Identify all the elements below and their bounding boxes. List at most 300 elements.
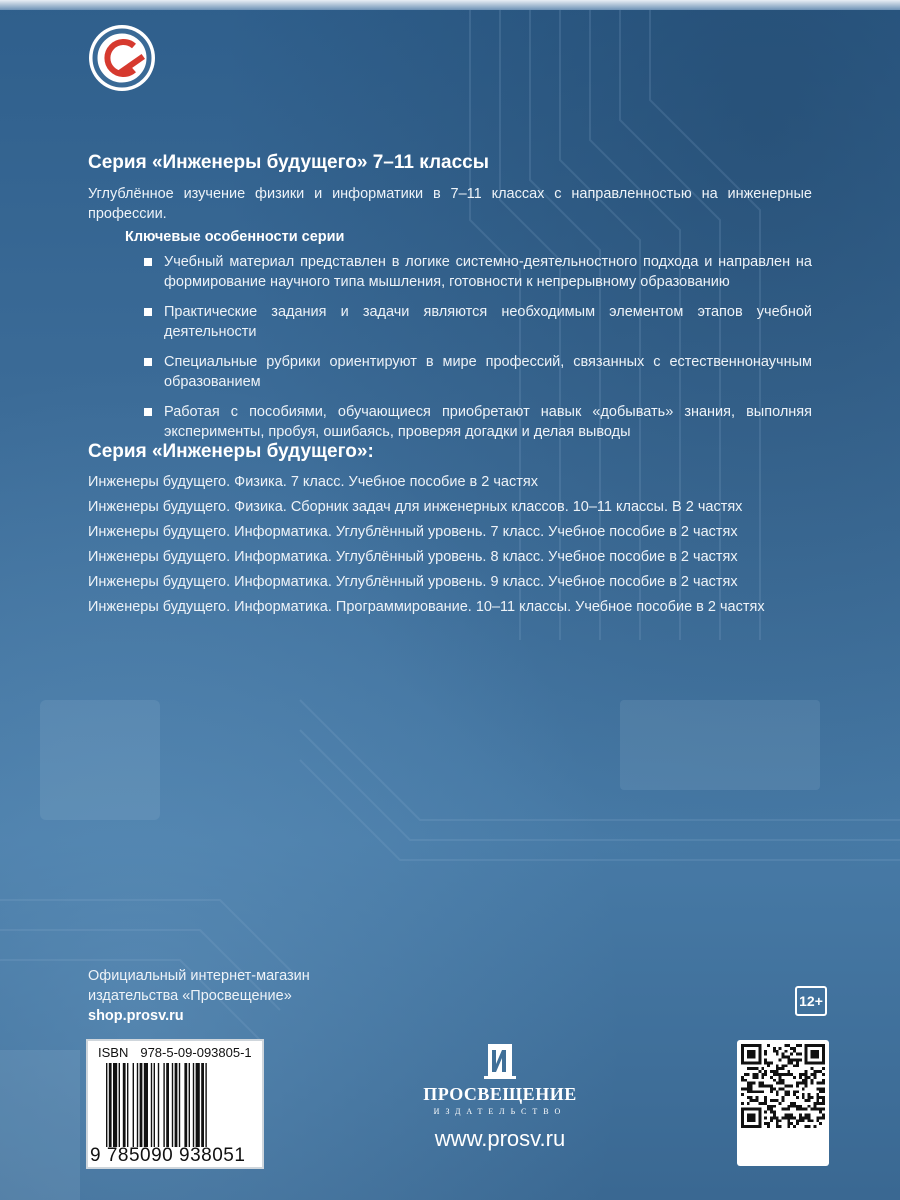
qr-module — [773, 1047, 776, 1050]
qr-module — [805, 1070, 808, 1073]
qr-module — [773, 1114, 776, 1117]
qr-module — [784, 1085, 787, 1088]
qr-module — [764, 1102, 767, 1105]
qr-module — [793, 1064, 796, 1067]
qr-module — [776, 1119, 779, 1122]
qr-module — [782, 1056, 785, 1059]
square-bullet-icon — [144, 358, 152, 366]
qr-module — [779, 1058, 782, 1061]
barcode-bar — [196, 1063, 200, 1147]
qr-module — [808, 1096, 811, 1099]
qr-module — [782, 1099, 785, 1102]
qr-module — [790, 1058, 793, 1061]
qr-module — [822, 1073, 825, 1076]
qr-module — [802, 1116, 805, 1119]
qr-module — [805, 1085, 808, 1088]
shop-url-link[interactable]: shop.prosv.ru — [88, 1008, 184, 1024]
qr-module — [776, 1122, 779, 1125]
square-bullet-icon — [144, 258, 152, 266]
qr-module — [816, 1116, 819, 1119]
qr-module — [819, 1082, 822, 1085]
qr-module — [813, 1076, 816, 1079]
qr-module — [773, 1079, 776, 1082]
qr-module — [805, 1082, 808, 1085]
qr-module — [802, 1073, 805, 1076]
age-rating-badge: 12+ — [795, 986, 827, 1016]
barcode-bar — [151, 1063, 152, 1147]
qr-module — [764, 1058, 767, 1061]
qr-module — [755, 1096, 758, 1099]
barcode-bar — [140, 1063, 143, 1147]
qr-module — [796, 1064, 799, 1067]
barcode-digits: 9 785090 938051 — [90, 1145, 246, 1166]
qr-module — [793, 1125, 796, 1128]
qr-module — [790, 1061, 793, 1064]
barcode-bar — [193, 1063, 194, 1147]
qr-module — [776, 1067, 779, 1070]
feature-item — [142, 352, 812, 392]
qr-module — [787, 1122, 790, 1125]
qr-module — [764, 1096, 767, 1099]
qr-module — [764, 1116, 767, 1119]
qr-module — [770, 1105, 773, 1108]
qr-module — [747, 1073, 750, 1076]
qr-module — [773, 1105, 776, 1108]
qr-module — [816, 1093, 819, 1096]
qr-module — [799, 1044, 802, 1047]
qr-module — [819, 1087, 822, 1090]
qr-module — [787, 1093, 790, 1096]
isbn-barcode — [86, 1039, 264, 1169]
qr-module — [811, 1050, 820, 1059]
qr-module — [782, 1053, 785, 1056]
qr-module — [811, 1073, 814, 1076]
qr-module — [764, 1099, 767, 1102]
qr-module — [776, 1093, 779, 1096]
qr-module — [796, 1044, 799, 1047]
qr-module — [813, 1105, 816, 1108]
qr-module — [747, 1067, 750, 1070]
isbn-label: ISBN — [98, 1045, 129, 1060]
qr-module — [741, 1076, 744, 1079]
barcode-bar — [184, 1063, 187, 1147]
barcode-bar — [154, 1063, 155, 1147]
qr-module — [782, 1108, 785, 1111]
qr-module — [819, 1102, 822, 1105]
qr-module — [747, 1090, 750, 1093]
qr-module — [758, 1090, 761, 1093]
qr-module — [776, 1070, 779, 1073]
qr-module — [822, 1090, 825, 1093]
qr-module — [816, 1102, 819, 1105]
qr-module — [747, 1087, 750, 1090]
circle-c-logo-icon — [86, 22, 158, 94]
qr-module — [782, 1116, 785, 1119]
qr-module — [805, 1099, 808, 1102]
qr-module — [808, 1076, 811, 1079]
qr-module — [799, 1114, 802, 1117]
qr-module — [750, 1099, 753, 1102]
qr-module — [793, 1116, 796, 1119]
qr-module — [764, 1053, 767, 1056]
qr-module — [747, 1102, 750, 1105]
series-list-item: Инженеры будущего. Информатика. Углублённый уровень. 8 класс. Учебное пособие в 2 частях — [88, 549, 738, 565]
qr-module — [799, 1073, 802, 1076]
qr-module — [793, 1076, 796, 1079]
isbn-line — [98, 1045, 252, 1060]
qr-module — [819, 1108, 822, 1111]
qr-module — [770, 1116, 773, 1119]
qr-module — [816, 1119, 819, 1122]
qr-module — [750, 1090, 753, 1093]
qr-module — [764, 1122, 767, 1125]
barcode-bar — [113, 1063, 117, 1147]
qr-module — [819, 1070, 822, 1073]
qr-module — [805, 1114, 808, 1117]
qr-module — [799, 1108, 802, 1111]
qr-module — [753, 1090, 756, 1093]
qr-module — [747, 1096, 750, 1099]
qr-module — [787, 1056, 790, 1059]
qr-module — [750, 1082, 753, 1085]
qr-module — [811, 1119, 814, 1122]
qr-module — [802, 1079, 805, 1082]
qr-module — [805, 1108, 808, 1111]
qr-module — [790, 1047, 793, 1050]
qr-module — [767, 1064, 770, 1067]
qr-module — [767, 1085, 770, 1088]
qr-module — [822, 1114, 825, 1117]
qr-module — [813, 1102, 816, 1105]
qr-module — [782, 1064, 785, 1067]
feature-item — [142, 252, 812, 292]
qr-module — [770, 1061, 773, 1064]
qr-module — [802, 1119, 805, 1122]
qr-module — [811, 1067, 814, 1070]
qr-module — [822, 1108, 825, 1111]
qr-module — [758, 1082, 761, 1085]
qr-module — [779, 1119, 782, 1122]
qr-module — [750, 1096, 753, 1099]
qr-module — [793, 1102, 796, 1105]
qr-module — [793, 1105, 796, 1108]
barcode-bar — [179, 1063, 180, 1147]
qr-module — [776, 1053, 779, 1056]
qr-module — [816, 1082, 819, 1085]
qr-module — [770, 1090, 773, 1093]
qr-module — [787, 1090, 790, 1093]
qr-code[interactable] — [737, 1040, 829, 1166]
qr-module — [782, 1082, 785, 1085]
shop-line-2: издательства «Просвещение» — [88, 988, 292, 1004]
qr-module — [805, 1076, 808, 1079]
qr-module — [813, 1108, 816, 1111]
barcode-bar — [144, 1063, 148, 1147]
qr-module — [744, 1073, 747, 1076]
qr-module — [819, 1116, 822, 1119]
qr-module — [776, 1090, 779, 1093]
qr-module — [770, 1076, 773, 1079]
qr-module — [796, 1082, 799, 1085]
qr-module — [796, 1119, 799, 1122]
qr-module — [764, 1061, 767, 1064]
qr-module — [779, 1076, 782, 1079]
barcode-bar — [123, 1063, 126, 1147]
qr-module — [773, 1070, 776, 1073]
qr-module — [741, 1093, 744, 1096]
barcode-bar — [133, 1063, 134, 1147]
qr-module — [770, 1087, 773, 1090]
qr-module — [767, 1122, 770, 1125]
qr-module — [779, 1067, 782, 1070]
qr-module — [784, 1108, 787, 1111]
qr-module — [790, 1085, 793, 1088]
qr-module — [796, 1061, 799, 1064]
qr-module — [782, 1087, 785, 1090]
qr-module — [750, 1085, 753, 1088]
qr-module — [761, 1073, 764, 1076]
qr-module — [782, 1079, 785, 1082]
qr-module — [747, 1085, 750, 1088]
qr-module — [790, 1053, 793, 1056]
feature-text: Специальные рубрики ориентируют в мире профессий, связанных с естественнонаучным образованием — [164, 354, 812, 390]
qr-module — [761, 1085, 764, 1088]
qr-module — [819, 1122, 822, 1125]
barcode-bar — [119, 1063, 120, 1147]
series-list-heading: Серия «Инженеры будущего»: — [88, 441, 374, 462]
qr-module — [770, 1070, 773, 1073]
qr-module — [784, 1093, 787, 1096]
qr-module — [767, 1108, 770, 1111]
series-list-item: Инженеры будущего. Физика. 7 класс. Учебное пособие в 2 частях — [88, 474, 538, 490]
qr-module — [755, 1076, 758, 1079]
qr-module — [802, 1096, 805, 1099]
qr-module — [787, 1070, 790, 1073]
feature-text: Практические задания и задачи являются необходимым элементом этапов учебной деятельности — [164, 304, 812, 340]
qr-module — [779, 1125, 782, 1128]
barcode-bar — [137, 1063, 138, 1147]
series-heading: Серия «Инженеры будущего» 7–11 классы — [88, 152, 489, 173]
qr-module — [822, 1096, 825, 1099]
qr-module — [790, 1114, 793, 1117]
qr-module — [753, 1099, 756, 1102]
qr-module — [793, 1058, 796, 1061]
series-list-item: Инженеры будущего. Физика. Сборник задач для инженерных классов. 10–11 классы. В 2 частях — [88, 499, 743, 515]
qr-module — [799, 1105, 802, 1108]
qr-module — [755, 1067, 758, 1070]
qr-module — [822, 1067, 825, 1070]
qr-module — [787, 1061, 790, 1064]
qr-module — [764, 1050, 767, 1053]
qr-module — [761, 1082, 764, 1085]
publisher-subtitle: ИЗДАТЕЛЬСТВО — [433, 1107, 567, 1116]
qr-module — [744, 1079, 747, 1082]
qr-module — [796, 1105, 799, 1108]
qr-module — [755, 1099, 758, 1102]
publisher-website-link[interactable]: www.prosv.ru — [434, 1126, 566, 1151]
series-list-item: Инженеры будущего. Информатика. Программирование. 10–11 классы. Учебное пособие в 2 частях — [88, 599, 765, 615]
qr-module — [805, 1079, 808, 1082]
feature-text: Работая с пособиями, обучающиеся приобретают навык «добывать» знания, выполняя эксперименты, пробуя, ошибаясь, проверяя догадки и делая выводы — [164, 404, 812, 440]
qr-module — [750, 1087, 753, 1090]
qr-module — [811, 1108, 814, 1111]
top-edge — [0, 0, 900, 10]
qr-module — [767, 1061, 770, 1064]
qr-module — [787, 1116, 790, 1119]
feature-text: Учебный материал представлен в логике системно-деятельностного подхода и направлен на формирование научного типа мышления, готовности к непрерывному образованию — [164, 254, 812, 290]
qr-module — [782, 1073, 785, 1076]
qr-module — [796, 1122, 799, 1125]
qr-module — [816, 1070, 819, 1073]
qr-module — [816, 1087, 819, 1090]
qr-module — [758, 1085, 761, 1088]
qr-module — [787, 1058, 790, 1061]
qr-module — [773, 1087, 776, 1090]
qr-module — [793, 1050, 796, 1053]
qr-module — [784, 1050, 787, 1053]
qr-module — [790, 1122, 793, 1125]
qr-module — [822, 1079, 825, 1082]
series-intro: Углублённое изучение физики и информатики в 7–11 классах с направленностью на инженерные профессии. — [88, 186, 812, 222]
qr-module — [767, 1105, 770, 1108]
qr-module — [776, 1064, 779, 1067]
qr-module — [787, 1119, 790, 1122]
square-bullet-icon — [144, 308, 152, 316]
qr-module — [776, 1116, 779, 1119]
qr-module — [770, 1099, 773, 1102]
qr-module — [747, 1114, 756, 1123]
qr-module — [776, 1073, 779, 1076]
qr-module — [799, 1058, 802, 1061]
barcode-bar — [163, 1063, 164, 1147]
qr-module — [816, 1108, 819, 1111]
qr-module — [808, 1114, 811, 1117]
qr-module — [784, 1044, 787, 1047]
qr-module — [784, 1073, 787, 1076]
qr-module — [782, 1096, 785, 1099]
qr-module — [787, 1108, 790, 1111]
qr-module — [761, 1102, 764, 1105]
barcode-bar — [166, 1063, 169, 1147]
qr-module — [790, 1102, 793, 1105]
qr-module — [819, 1111, 822, 1114]
qr-module — [758, 1102, 761, 1105]
qr-module — [753, 1082, 756, 1085]
qr-module — [802, 1087, 805, 1090]
qr-module — [767, 1044, 770, 1047]
qr-module — [811, 1082, 814, 1085]
qr-module — [802, 1082, 805, 1085]
series-list — [88, 472, 828, 622]
qr-module — [796, 1058, 799, 1061]
qr-module — [822, 1087, 825, 1090]
feature-item — [142, 402, 812, 442]
qr-module — [816, 1099, 819, 1102]
qr-module — [764, 1070, 767, 1073]
qr-module — [741, 1102, 744, 1105]
qr-module — [790, 1073, 793, 1076]
qr-module — [813, 1125, 816, 1128]
qr-module — [819, 1096, 822, 1099]
qr-module — [819, 1090, 822, 1093]
qr-module — [773, 1116, 776, 1119]
qr-module — [773, 1099, 776, 1102]
qr-module — [793, 1093, 796, 1096]
barcode-bar — [109, 1063, 112, 1147]
publisher-name: ПРОСВЕЩЕНИЕ — [423, 1084, 577, 1104]
features-list — [142, 252, 812, 452]
qr-module — [813, 1073, 816, 1076]
prosveshchenie-emblem-icon — [480, 1040, 520, 1080]
qr-module — [808, 1125, 811, 1128]
qr-module — [822, 1082, 825, 1085]
qr-module — [770, 1111, 773, 1114]
qr-module — [799, 1082, 802, 1085]
qr-code-icon — [741, 1044, 825, 1128]
qr-module — [822, 1102, 825, 1105]
qr-module — [787, 1085, 790, 1088]
qr-module — [793, 1090, 796, 1093]
qr-module — [773, 1050, 776, 1053]
qr-module — [770, 1108, 773, 1111]
qr-module — [808, 1119, 811, 1122]
barcode-bar — [127, 1063, 128, 1147]
qr-module — [773, 1073, 776, 1076]
barcode-bar — [201, 1063, 204, 1147]
qr-module — [779, 1087, 782, 1090]
qr-module — [764, 1111, 767, 1114]
qr-module — [741, 1079, 744, 1082]
qr-module — [741, 1087, 744, 1090]
qr-module — [779, 1079, 782, 1082]
qr-module — [761, 1076, 764, 1079]
qr-module — [784, 1116, 787, 1119]
qr-module — [805, 1116, 808, 1119]
qr-module — [808, 1093, 811, 1096]
barcode-bar — [205, 1063, 206, 1147]
qr-module — [796, 1096, 799, 1099]
qr-module — [776, 1082, 779, 1085]
qr-module — [770, 1119, 773, 1122]
qr-module — [799, 1076, 802, 1079]
square-bullet-icon — [144, 408, 152, 416]
barcode-bar — [189, 1063, 190, 1147]
qr-module — [808, 1116, 811, 1119]
qr-module — [802, 1108, 805, 1111]
qr-module — [796, 1053, 799, 1056]
qr-module — [787, 1044, 790, 1047]
qr-module — [747, 1050, 756, 1059]
qr-module — [770, 1085, 773, 1088]
qr-module — [796, 1108, 799, 1111]
qr-module — [784, 1064, 787, 1067]
qr-module — [773, 1111, 776, 1114]
qr-module — [787, 1125, 790, 1128]
series-list-item: Инженеры будущего. Информатика. Углублённый уровень. 7 класс. Учебное пособие в 2 частях — [88, 524, 738, 540]
qr-module — [744, 1087, 747, 1090]
qr-module — [805, 1073, 808, 1076]
qr-module — [776, 1125, 779, 1128]
qr-module — [808, 1105, 811, 1108]
qr-module — [750, 1067, 753, 1070]
qr-module — [811, 1079, 814, 1082]
barcode-bar — [158, 1063, 159, 1147]
qr-module — [761, 1090, 764, 1093]
qr-module — [805, 1125, 808, 1128]
shop-info — [88, 966, 310, 1026]
barcode-bar — [175, 1063, 178, 1147]
qr-module — [776, 1099, 779, 1102]
